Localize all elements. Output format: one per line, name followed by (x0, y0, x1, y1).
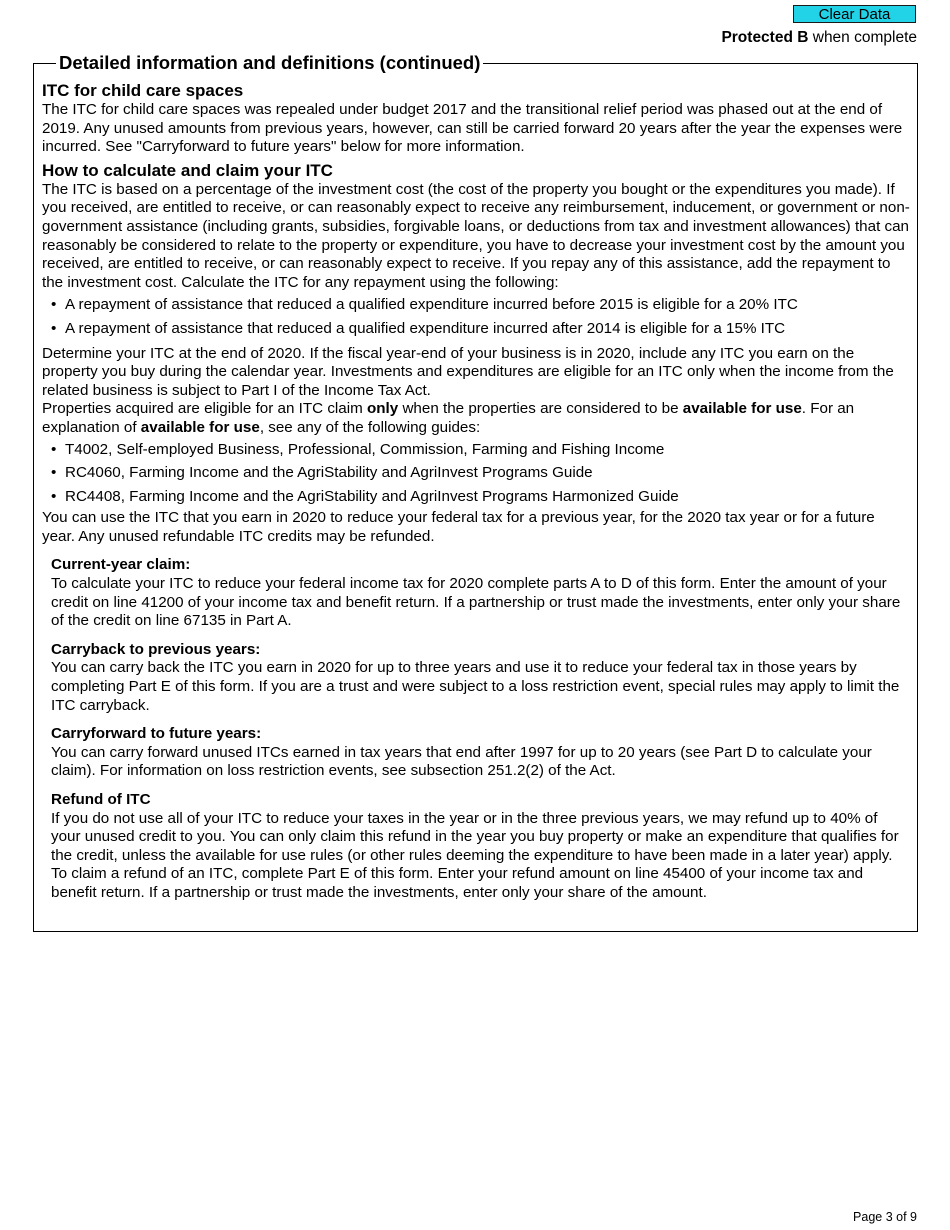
child-care-text: The ITC for child care spaces was repealed under budget 2017 and the transitional relief period was phased out at the end of 2019. Any unused amounts from previous years, however, can still be carried forward 20 years after the year the expenses were incurred. See "Carryforward to future years" below for more information. (42, 101, 903, 156)
list-item: • RC4060, Farming Income and the AgriStability and AgriInvest Programs Guide (42, 464, 910, 483)
clear-data-button[interactable]: Clear Data (793, 5, 916, 23)
refund-text: If you do not use all of your ITC to reduce your taxes in the year or in the three previous years, we may refund up to 40% of your unused credit to you. You can only claim this refund in the year you buy property or make an expenditure that qualifies for the credit, unless the available for use rules (or other rules deeming the expenditure to have been made in a later year) apply. To claim a refund of an ITC, complete Part E of this form. Enter your refund amount on line 45400 of your income tax and benefit return. If a partnership or trust made the investments, enter only your share of the amount. (51, 809, 899, 901)
protected-b-notice (721, 29, 917, 47)
properties-text-part: . For an explanation of (42, 400, 855, 436)
properties-text (42, 400, 910, 437)
use-itc-text: You can use the ITC that you earn in 2020 to reduce your federal tax for a previous year, for the 2020 tax year or for a future year. Any unused refundable ITC credits may be refunded. (42, 509, 875, 545)
properties-text-part: , see any of the following guides: (259, 418, 481, 436)
calculate-intro: The ITC is based on a percentage of the investment cost (the cost of the property you bought or the expenditures you made). If you received, are entitled to receive, or can reasonably expect to receive any reimbursement, inducement, or government or non-government assistance (including grants, subsidies, forgivable loans, or deductions from tax and investment allowances) that can reasonably be considered to relate to the property or expenditure, you have to decrease your investment cost by the amount you received, are entitled to receive, or can reasonably expect to receive. If you repay any of this assistance, add the repayment to the investment cost. Calculate the ITC for any repayment using the following: (42, 180, 910, 291)
carryforward-text: You can carry forward unused ITCs earned in tax years that end after 1997 for up to 20 years (see Part D to calculate your claim). For information on loss restriction events, see subsection 251.2(2) of the Act. (51, 743, 872, 780)
repayment-list (42, 296, 910, 338)
carryback-heading: Carryback to previous years: (51, 640, 261, 658)
list-item: • A repayment of assistance that reduced a qualified expenditure incurred before 2015 is eligible for a 20% ITC (42, 296, 910, 315)
carryforward-heading: Carryforward to future years: (51, 725, 262, 743)
list-item: • RC4408, Farming Income and the AgriStability and AgriInvest Programs Harmonized Guide (42, 488, 910, 507)
page-number: Page 3 of 9 (853, 1210, 917, 1224)
carryback-text: You can carry back the ITC you earn in 2020 for up to three years and use it to reduce your federal tax in those years by completing Part E of this form. If you are a trust and were subject to a loss restriction event, special rules may apply to limit the ITC carryback. (51, 659, 900, 714)
refund-of-itc (42, 791, 910, 903)
section-content (42, 81, 910, 903)
properties-text-part: Properties acquired are eligible for an ITC claim (42, 400, 367, 418)
determine-text: Determine your ITC at the end of 2020. If the fiscal year-end of your business is in 2020, include any ITC you earn on the property you buy during the calendar year. Investments and expenditures are eligible for an ITC only when the income from the related business is subject to Part I of the Income Tax Act. (42, 344, 894, 399)
guides-list (42, 441, 910, 507)
section-title: Detailed information and definitions (continued) (56, 52, 483, 74)
list-item: • T4002, Self-employed Business, Professional, Commission, Farming and Fishing Income (42, 441, 910, 460)
properties-emphasis: available for use (682, 400, 802, 418)
refund-heading: Refund of ITC (51, 791, 151, 808)
properties-emphasis: available for use (140, 418, 260, 436)
protected-b-label: Protected B (721, 29, 809, 46)
list-item: • A repayment of assistance that reduced a qualified expenditure incurred after 2014 is eligible for a 15% ITC (42, 320, 910, 339)
current-year-heading: Current-year claim: (51, 556, 191, 574)
properties-emphasis: only (367, 400, 399, 418)
carryforward-claim (42, 725, 910, 781)
protected-b-suffix: when complete (808, 29, 917, 46)
current-year-claim (42, 556, 910, 630)
calculate-heading: How to calculate and claim your ITC (42, 160, 333, 180)
carryback-claim (42, 641, 910, 715)
child-care-heading: ITC for child care spaces (42, 81, 244, 100)
current-year-text: To calculate your ITC to reduce your federal income tax for 2020 complete parts A to D of this form. Enter the amount of your credit on line 41200 of your income tax and benefit return. If a partnership or trust made the investments, enter only your share of the credit on line 67135 in Part A. (51, 575, 901, 630)
properties-text-part: when the properties are considered to be (398, 400, 683, 418)
